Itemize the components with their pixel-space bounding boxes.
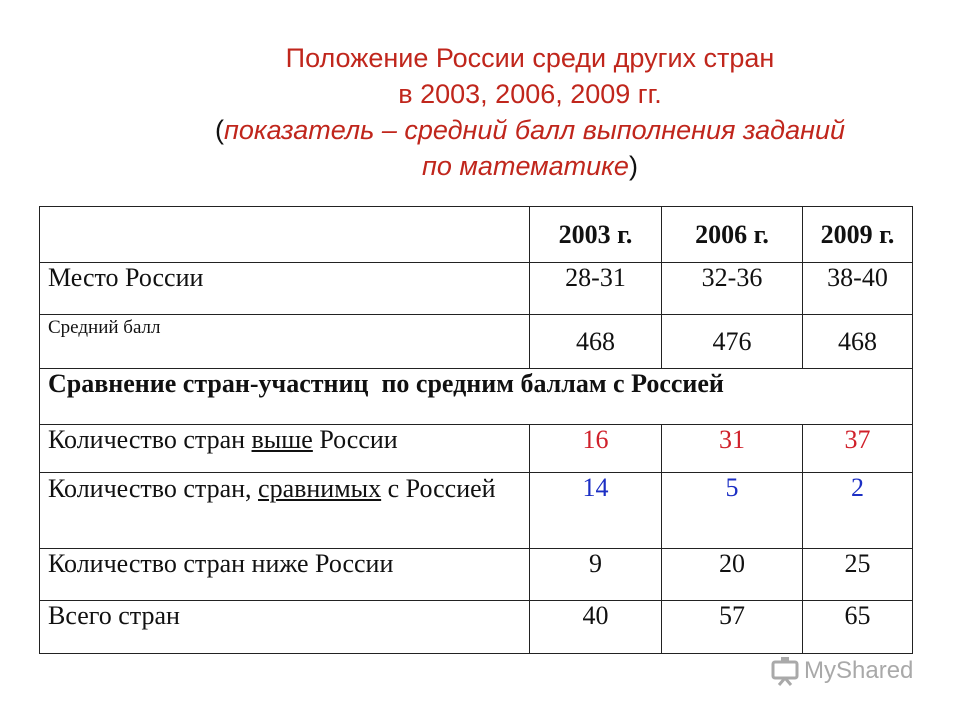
total-2009: 65 [803, 601, 913, 654]
header-empty-cell [40, 207, 530, 263]
comparable-2003: 14 [530, 473, 662, 549]
comparison-heading: Сравнение стран-участниц по средним баллам с Россией [40, 369, 913, 425]
below-2009: 25 [803, 549, 913, 601]
average-2003: 468 [530, 315, 662, 369]
header-row [40, 207, 913, 263]
table-row-place [40, 263, 913, 315]
average-2009: 468 [803, 315, 913, 369]
total-label: Всего стран [40, 601, 530, 654]
above-label [40, 425, 530, 473]
above-label-pre: Количество стран [48, 425, 252, 454]
results-table [39, 206, 913, 654]
below-2003: 9 [530, 549, 662, 601]
header-year-2003: 2003 г. [530, 207, 662, 263]
table-row-above [40, 425, 913, 473]
title-open-paren: ( [215, 115, 224, 145]
average-2006: 476 [662, 315, 803, 369]
total-2006: 57 [662, 601, 803, 654]
watermark-text: MyShared [804, 657, 914, 684]
above-label-underlined: выше [251, 425, 313, 454]
table-row-average [40, 315, 913, 369]
watermark [770, 656, 913, 686]
header-year-2009: 2009 г. [803, 207, 913, 263]
presentation-icon [770, 656, 800, 686]
header-year-2006: 2006 г. [662, 207, 803, 263]
below-label: Количество стран ниже России [40, 549, 530, 601]
comparable-label-post: с Россией [381, 474, 496, 503]
title-line-4 [130, 148, 930, 184]
comparable-label-underlined: сравнимых [258, 474, 382, 503]
title-line-3 [130, 112, 930, 148]
comparable-label-pre: Количество стран, [48, 474, 259, 503]
total-2003: 40 [530, 601, 662, 654]
title-subtitle-part-2: по математике [422, 151, 629, 181]
place-2006: 32-36 [662, 263, 803, 315]
place-2003: 28-31 [530, 263, 662, 315]
above-label-post: России [312, 425, 398, 454]
title-subtitle-part-1: показатель – средний балл выполнения заданий [224, 115, 845, 145]
average-label: Средний балл [40, 315, 530, 369]
title-close-paren: ) [628, 151, 638, 181]
comparable-label [40, 473, 530, 549]
place-label: Место России [40, 263, 530, 315]
above-2003: 16 [530, 425, 662, 473]
above-2009: 37 [803, 425, 913, 473]
comparable-2006: 5 [662, 473, 803, 549]
table-row-total [40, 601, 913, 654]
table-row-comparable [40, 473, 913, 549]
above-2006: 31 [662, 425, 803, 473]
table-row-below [40, 549, 913, 601]
title-line-1: Положение России среди других стран [285, 43, 775, 73]
comparable-2009: 2 [803, 473, 913, 549]
table-row-comparison-heading [40, 369, 913, 425]
below-2006: 20 [662, 549, 803, 601]
place-2009: 38-40 [803, 263, 913, 315]
title-line-2: в 2003, 2006, 2009 гг. [398, 79, 662, 109]
slide-title [130, 40, 930, 184]
